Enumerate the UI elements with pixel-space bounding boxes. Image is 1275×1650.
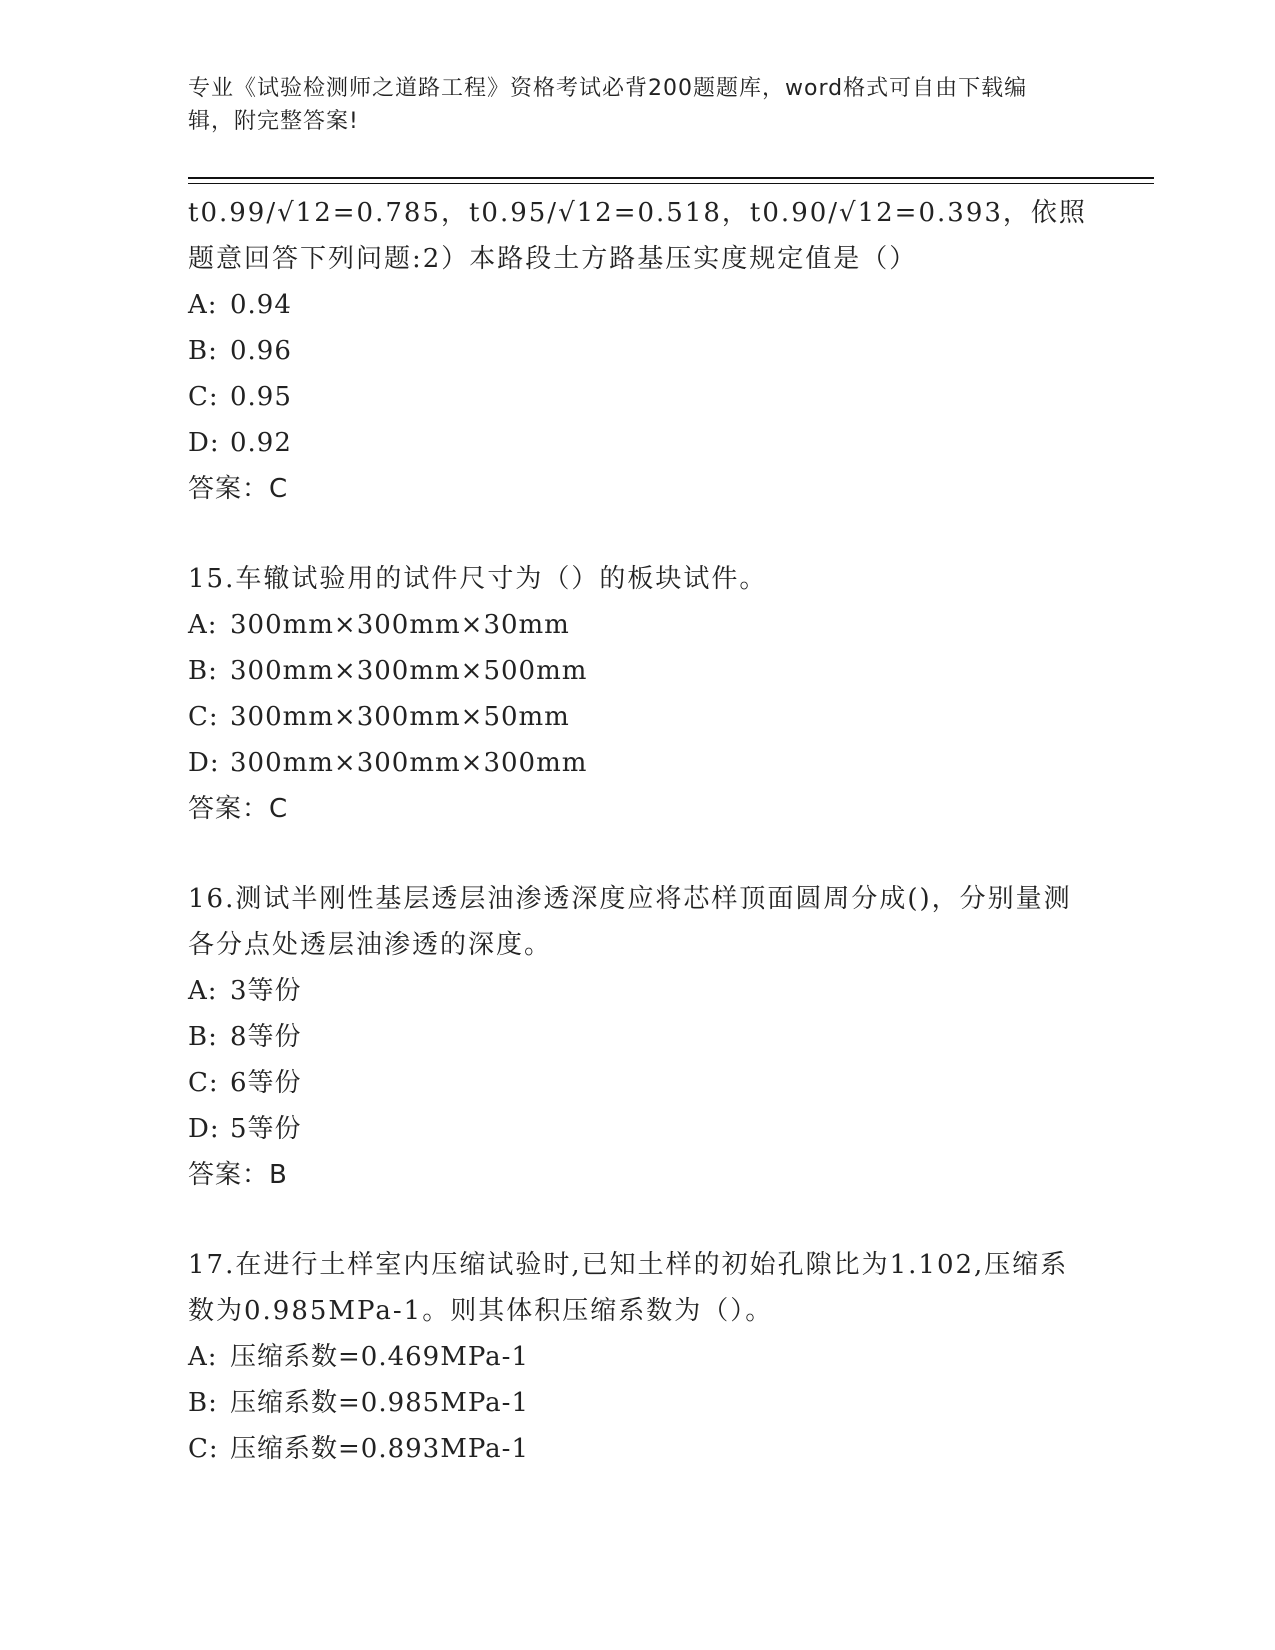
option-b (188, 328, 1088, 374)
option-label: C: (188, 1434, 219, 1464)
option-value: 300mm×300mm×50mm (230, 702, 570, 732)
option-label: A: (188, 1342, 218, 1372)
option-d (188, 420, 1088, 466)
option-value: 压缩系数=0.985MPa-1 (230, 1388, 529, 1418)
option-b (188, 1380, 1088, 1426)
option-label: B: (188, 656, 218, 686)
option-value: 8等份 (230, 1022, 302, 1052)
answer-text: 答案：C (188, 474, 289, 504)
option-label: B: (188, 336, 218, 366)
option-d (188, 1106, 1088, 1152)
question-item (188, 556, 1088, 832)
option-label: D: (188, 1114, 220, 1144)
option-value: 3等份 (230, 976, 302, 1006)
option-label: D: (188, 748, 220, 778)
option-value: 5等份 (230, 1114, 302, 1144)
option-value: 0.96 (230, 336, 292, 366)
option-c (188, 1060, 1088, 1106)
document-title: 专业《试验检测师之道路工程》资格考试必背200题题库，word格式可自由下载编辑，附完整答案! (188, 76, 1028, 134)
option-label: B: (188, 1388, 218, 1418)
answer-text: 答案：B (188, 1160, 288, 1190)
option-c (188, 1426, 1088, 1472)
question-list (188, 190, 1088, 1516)
option-label: C: (188, 1068, 219, 1098)
option-c (188, 374, 1088, 420)
option-value: 6等份 (230, 1068, 302, 1098)
option-label: A: (188, 976, 218, 1006)
document-header (188, 72, 1068, 138)
question-text: 17.在进行土样室内压缩试验时,已知土样的初始孔隙比为1.102,压缩系数为0.985MPa-1。则其体积压缩系数为（）。 (188, 1250, 1069, 1326)
option-a (188, 1334, 1088, 1380)
option-label: D: (188, 428, 220, 458)
option-a (188, 282, 1088, 328)
option-label: B: (188, 1022, 218, 1052)
option-value: 0.92 (230, 428, 292, 458)
header-rule-thin (188, 183, 1154, 184)
option-value: 压缩系数=0.893MPa-1 (230, 1434, 529, 1464)
option-value: 300mm×300mm×300mm (230, 748, 588, 778)
option-value: 300mm×300mm×30mm (230, 610, 570, 640)
question-item (188, 876, 1088, 1198)
option-a (188, 968, 1088, 1014)
header-rule-thick (188, 177, 1154, 179)
option-b (188, 648, 1088, 694)
option-label: C: (188, 702, 219, 732)
question-text: t0.99/√12=0.785，t0.95/√12=0.518，t0.90/√12=0.393，依照题意回答下列问题:2）本路段土方路基压实度规定值是（） (188, 198, 1087, 274)
option-value: 0.95 (230, 382, 292, 412)
option-value: 0.94 (230, 290, 292, 320)
question-item (188, 190, 1088, 512)
option-c (188, 694, 1088, 740)
question-item (188, 1242, 1088, 1472)
question-text: 16.测试半刚性基层透层油渗透深度应将芯样顶面圆周分成()，分别量测各分点处透层油渗透的深度。 (188, 884, 1072, 960)
option-d (188, 740, 1088, 786)
option-value: 压缩系数=0.469MPa-1 (230, 1342, 529, 1372)
option-b (188, 1014, 1088, 1060)
option-label: A: (188, 610, 218, 640)
option-label: A: (188, 290, 218, 320)
answer-text: 答案：C (188, 794, 289, 824)
option-value: 300mm×300mm×500mm (230, 656, 588, 686)
option-label: C: (188, 382, 219, 412)
option-a (188, 602, 1088, 648)
question-text: 15.车辙试验用的试件尺寸为（）的板块试件。 (188, 564, 768, 594)
